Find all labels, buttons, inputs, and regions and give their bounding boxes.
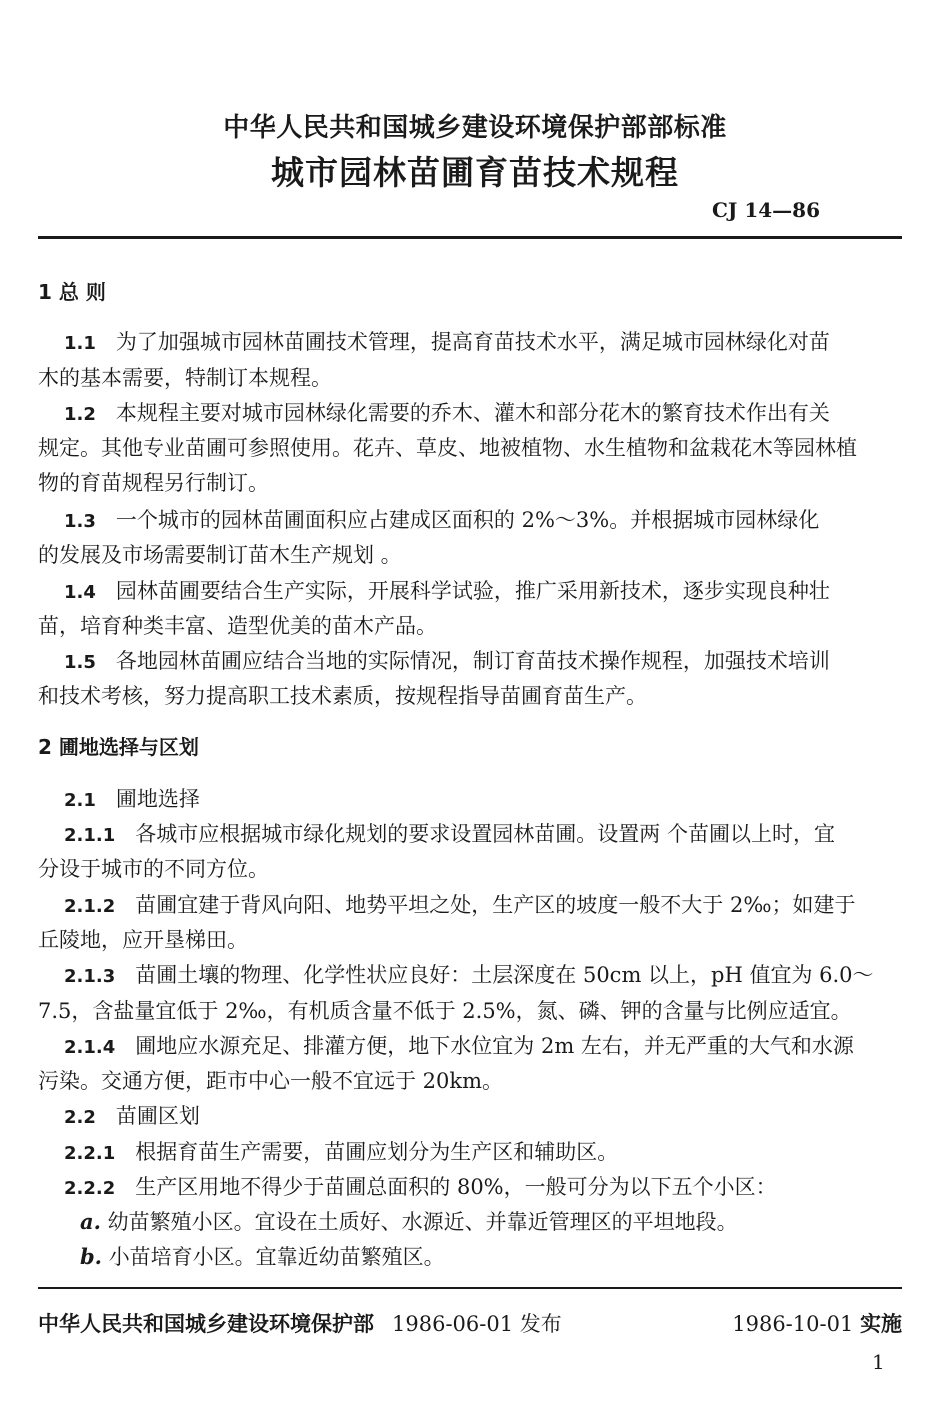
clause-number: 1.5 [64,652,96,673]
clause-2-1-2-line-2: 丘陵地，应开垦梯田。 [38,928,248,952]
footer-effective [732,1308,902,1338]
clause-number: 1.1 [64,333,96,354]
clause-text: 根据育苗生产需要，苗圃应划分为生产区和辅助区。 [135,1140,619,1164]
issuing-organization-title: 中华人民共和国城乡建设环境保护部部标准 [223,113,727,143]
clause-text: 本规程主要对城市园林绿化需要的乔木、灌木和部分花木的繁育技术作出有关 [115,401,830,425]
clause-2-2-2 [64,1172,777,1204]
clause-1-4-line-2: 苗，培育种类丰富、造型优美的苗木产品。 [38,614,437,638]
clause-1-1-line-1 [64,327,830,359]
clause-text: 一个城市的园林苗圃面积应占建成区面积的 2%～3%。并根据城市园林绿化 [115,508,820,532]
clause-2-1-3-line-1 [64,960,874,992]
footer-divider [38,1287,902,1289]
effective-date: 1986-10-01 [732,1312,854,1336]
clause-1-3-line-2: 的发展及市场需要制订苗木生产规划 。 [38,543,402,567]
clause-1-2-line-1 [64,398,830,430]
section-2-heading: 2 圃地选择与区划 [38,735,199,759]
clause-1-5-line-2: 和技术考核，努力提高职工技术素质，按规程指导苗圃育苗生产。 [38,684,647,708]
list-marker: a. [80,1209,101,1234]
standard-code: CJ 14—86 [712,198,821,222]
clause-1-1-line-2: 木的基本需要，特制订本规程。 [38,366,332,390]
clause-number: 1.3 [64,511,96,532]
clause-number: 2.2 [64,1107,96,1128]
clause-number: 2.2.1 [64,1143,116,1164]
clause-1-5-line-1 [64,646,830,678]
issuer-name: 中华人民共和国城乡建设环境保护部 [38,1312,374,1336]
clause-1-4-line-1 [64,576,830,608]
clause-1-2-line-3: 物的育苗规程另行制订。 [38,471,269,495]
clause-text: 圃地应水源充足、排灌方便，地下水位宜为 2m 左右，并无严重的大气和水源 [135,1034,854,1058]
clause-text: 苗圃土壤的物理、化学性状应良好：土层深度在 50cm 以上，pH 值宜为 6.0～ [135,963,874,987]
list-item-b [80,1242,445,1272]
clause-number: 2.1 [64,790,96,811]
clause-2-1-1-line-1 [64,819,835,851]
clause-number: 2.1.4 [64,1037,116,1058]
list-marker: b. [80,1244,102,1269]
list-item-text: 幼苗繁殖小区。宜设在土质好、水源近、并靠近管理区的平坦地段。 [107,1210,738,1234]
clause-number: 2.1.3 [64,966,116,987]
clause-text: 为了加强城市园林苗圃技术管理，提高育苗技术水平，满足城市园林绿化对苗 [115,330,830,354]
subsection-title: 苗圃区划 [115,1104,200,1128]
document-title: 城市园林苗圃育苗技术规程 [271,153,679,192]
clause-number: 2.1.2 [64,896,116,917]
clause-number: 2.2.2 [64,1178,116,1199]
clause-text: 生产区用地不得少于苗圃总面积的 80%，一般可分为以下五个小区： [135,1175,777,1199]
header-divider [38,236,902,239]
clause-number: 1.2 [64,404,96,425]
clause-2-1-4-line-1 [64,1031,854,1063]
clause-2-1-2-line-1 [64,890,856,922]
subsection-title: 圃地选择 [115,787,200,811]
clause-number: 2.1.1 [64,825,116,846]
footer-issuer [38,1308,562,1338]
clause-1-3-line-1 [64,505,819,537]
clause-2-1-1-line-2: 分设于城市的不同方位。 [38,857,269,881]
section-1-heading: 1 总 则 [38,280,106,304]
page-number: 1 [872,1350,885,1374]
list-item-text: 小苗培育小区。宜靠近幼苗繁殖区。 [108,1245,445,1269]
subsection-2-2-heading [64,1101,200,1133]
clause-text: 苗圃宜建于背风向阳、地势平坦之处，生产区的坡度一般不大于 2‰；如建于 [135,893,856,917]
clause-text: 各城市应根据城市绿化规划的要求设置园林苗圃。设置两 个苗圃以上时，宜 [135,822,835,846]
issue-date: 1986-06-01 发布 [392,1312,562,1336]
clause-number: 1.4 [64,582,96,603]
clause-2-1-3-line-2: 7.5，含盐量宜低于 2‰，有机质含量不低于 2.5%，氮、磷、钾的含量与比例应适宜。 [38,999,852,1023]
list-item-a [80,1207,738,1237]
effective-label: 实施 [860,1312,902,1336]
clause-2-2-1 [64,1137,618,1169]
clause-text: 园林苗圃要结合生产实际，开展科学试验，推广采用新技术，逐步实现良种壮 [115,579,830,603]
subsection-2-1-heading [64,784,200,816]
clause-2-1-4-line-2: 污染。交通方便，距市中心一般不宜远于 20km。 [38,1069,504,1093]
clause-1-2-line-2: 规定。其他专业苗圃可参照使用。花卉、草皮、地被植物、水生植物和盆栽花木等园林植 [38,436,857,460]
clause-text: 各地园林苗圃应结合当地的实际情况，制订育苗技术操作规程，加强技术培训 [115,649,830,673]
